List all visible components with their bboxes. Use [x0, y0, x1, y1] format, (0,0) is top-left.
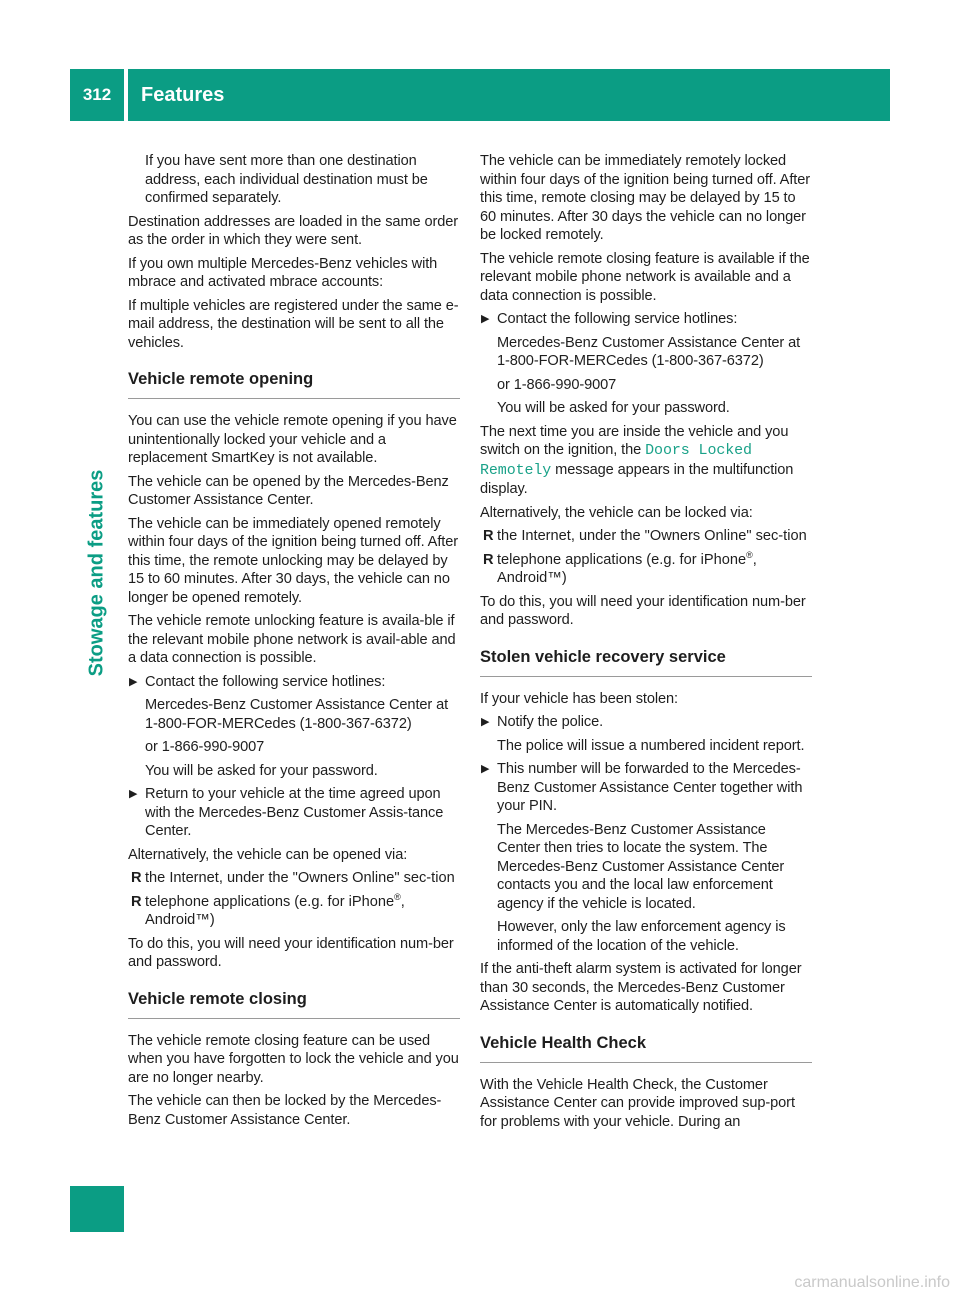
step-text: Contact the following service hotlines: — [497, 311, 738, 327]
heading-vehicle-health-check: Vehicle Health Check — [480, 1032, 812, 1063]
list-item — [128, 869, 460, 888]
step-text: or 1-866-990-9007 — [497, 376, 617, 393]
paragraph: If the anti-theft alarm system is activated for longer than 30 seconds, the Mercedes-Benz Customer Assistance Center is automatically notified. — [480, 961, 802, 1014]
step-text: However, only the law enforcement agency is informed of the location of the vehicle. — [497, 919, 786, 954]
list-item — [128, 893, 460, 930]
paragraph: The vehicle remote closing feature is available if the relevant mobile phone network is available and a data connection is possible. — [480, 250, 810, 304]
bullet-r-icon: R — [131, 870, 142, 886]
paragraph: If you own multiple Mercedes-Benz vehicles with mbrace and activated mbrace accounts: — [128, 255, 438, 290]
display-message: Doors Locked Remotely — [480, 442, 752, 479]
step-text: Contact the following service hotlines: — [145, 673, 386, 690]
instruction-step — [480, 310, 812, 418]
arrow-right-icon: ▶ — [129, 675, 138, 688]
instruction-step — [128, 785, 460, 841]
paragraph-text: The next time you are inside the vehicle and you switch on the ignition, the — [480, 423, 789, 458]
step-text: You will be asked for your password. — [145, 762, 378, 779]
arrow-right-icon: ▶ — [481, 313, 490, 325]
heading-vehicle-remote-closing: Vehicle remote closing — [128, 988, 460, 1019]
paragraph: If multiple vehicles are registered under the same e-mail address, the destination will be sent to all the vehicles. — [128, 297, 459, 351]
step-text: The Mercedes-Benz Customer Assistance Center then tries to locate the system. The Mercedes-Benz Customer Assistance Center contacts you and the local law enforcement agency if the vehicle is located. — [497, 821, 785, 912]
section-title: Features — [141, 83, 225, 106]
paragraph: Alternatively, the vehicle can be opened via: — [128, 846, 408, 863]
page-number: 312 — [82, 85, 112, 104]
arrow-right-icon: ▶ — [481, 763, 490, 775]
step-text: or 1-866-990-9007 — [145, 739, 265, 755]
side-tab-block — [70, 1186, 124, 1232]
paragraph: The vehicle can be immediately opened remotely within four days of the ignition being turned off. After this time, the remote unlocking may be delayed by 15 to 60 minutes. After 30 days, the vehicle can no longer be opened remotely. — [128, 515, 458, 606]
left-column — [128, 152, 460, 1134]
instruction-step — [128, 673, 460, 781]
bullet-r-icon: R — [483, 551, 494, 568]
paragraph: Alternatively, the vehicle can be locked via: — [480, 504, 753, 521]
bullet-text: telephone applications (e.g. for iPhone — [145, 893, 395, 910]
list-item — [480, 551, 812, 588]
step-text: Mercedes-Benz Customer Assistance Center at 1-800-FOR-MERCedes (1-800-367-6372) — [497, 334, 801, 369]
paragraph: You can use the vehicle remote opening if you have unintentionally locked your vehicle and a replacement SmartKey is not available. — [128, 413, 457, 466]
step-text: Notify the police. — [497, 714, 604, 730]
header-divider — [124, 69, 128, 121]
paragraph: The vehicle remote closing feature can be used when you have forgotten to lock the vehicle and you are no longer nearby. — [128, 1032, 459, 1086]
bullet-text: , Android™) — [497, 551, 757, 586]
bullet-text: the Internet, under the "Owners Online" sec-tion — [497, 528, 807, 544]
paragraph: Destination addresses are loaded in the same order as the order in which they were sent. — [128, 213, 459, 248]
paragraph: The vehicle can then be locked by the Mercedes-Benz Customer Assistance Center. — [128, 1093, 442, 1128]
paragraph: The vehicle can be opened by the Mercedes-Benz Customer Assistance Center. — [128, 473, 449, 508]
paragraph: The vehicle can be immediately remotely locked within four days of the ignition being turned off. After this time, remote closing may be delayed by 15 to 60 minutes. After 30 days the vehicle can no longer be locked remotely. — [480, 153, 810, 243]
watermark: carmanualsonline.info — [794, 1274, 950, 1291]
bullet-text: , Android™) — [145, 893, 405, 928]
side-tab-label: Stowage and features — [85, 469, 108, 677]
paragraph: The vehicle remote unlocking feature is availa-ble if the relevant mobile phone network is avail-able and a data connection is possible. — [128, 613, 456, 666]
bullet-r-icon: R — [483, 528, 494, 544]
step-text: Mercedes-Benz Customer Assistance Center at 1-800-FOR-MERCedes (1-800-367-6372) — [145, 697, 449, 732]
registered-mark: ® — [746, 549, 753, 560]
heading-stolen-vehicle-recovery: Stolen vehicle recovery service — [480, 646, 812, 677]
paragraph: To do this, you will need your identification num-ber and password. — [480, 593, 806, 628]
paragraph: If you have sent more than one destination address, each individual destination must be confirmed separately. — [145, 153, 428, 206]
paragraph: To do this, you will need your identification num-ber and password. — [128, 935, 454, 970]
paragraph: If your vehicle has been stolen: — [480, 690, 678, 707]
bullet-text: telephone applications (e.g. for iPhone — [497, 551, 747, 568]
paragraph-text: message appears in the multifunction display. — [480, 461, 794, 497]
step-text: You will be asked for your password. — [497, 400, 730, 416]
arrow-right-icon: ▶ — [129, 788, 138, 800]
bullet-text: the Internet, under the "Owners Online" sec-tion — [145, 870, 455, 886]
paragraph: With the Vehicle Health Check, the Customer Assistance Center can provide improved sup-port for problems with your vehicle. During an — [480, 1076, 795, 1130]
step-text: Return to your vehicle at the time agreed upon with the Mercedes-Benz Customer Assis-tance Center. — [145, 786, 444, 839]
registered-mark: ® — [394, 891, 401, 902]
heading-vehicle-remote-opening: Vehicle remote opening — [128, 368, 460, 399]
instruction-step — [480, 760, 812, 955]
step-text: The police will issue a numbered incident report. — [497, 737, 805, 754]
right-column — [480, 152, 812, 1136]
bullet-r-icon: R — [131, 893, 142, 910]
instruction-step — [480, 713, 812, 755]
step-text: This number will be forwarded to the Mercedes-Benz Customer Assistance Center together with your PIN. — [497, 761, 803, 814]
list-item — [480, 527, 812, 546]
arrow-right-icon: ▶ — [481, 716, 490, 728]
paragraph — [480, 423, 812, 499]
